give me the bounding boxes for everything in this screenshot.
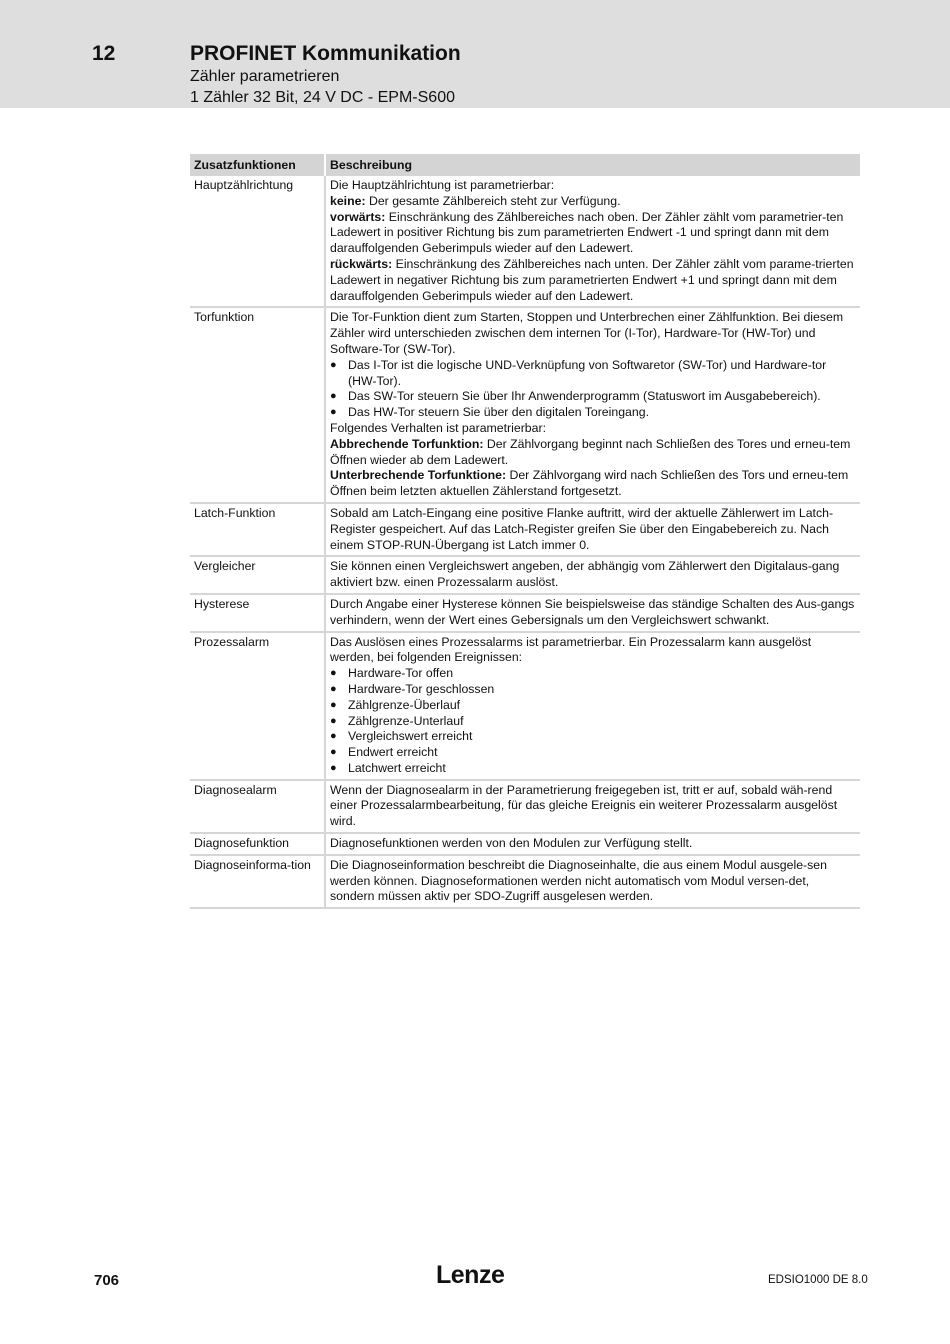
table-row xyxy=(190,308,860,504)
table-row xyxy=(190,557,860,595)
function-name: Diagnosealarm xyxy=(190,781,326,834)
function-name: Torfunktion xyxy=(190,308,326,504)
description-line: Abbrechende Torfunktion: Der Zählvorgang beginnt nach Schließen des Tores und erneu-tem Öffnen wieder ab dem Ladewert. xyxy=(330,436,851,467)
bullet-icon: ● xyxy=(330,761,337,774)
list-item: ● Zählgrenze-Unterlauf xyxy=(330,713,464,728)
description-intro: Das Auslösen eines Prozessalarms ist parametrierbar. Ein Prozessalarm kann ausgelöst werden, bei folgenden Ereignissen: xyxy=(330,634,812,665)
bullet-icon: ● xyxy=(330,714,337,727)
table-row xyxy=(190,781,860,834)
table-row xyxy=(190,595,860,633)
list-item: ● Vergleichswert erreicht xyxy=(330,729,473,744)
column-header-description: Beschreibung xyxy=(326,154,860,176)
functions-table xyxy=(190,154,860,909)
list-item: ● Hardware-Tor offen xyxy=(330,666,454,681)
list-item: ● Hardware-Tor geschlossen xyxy=(330,681,495,696)
chapter-number: 12 xyxy=(92,42,116,65)
function-name: Diagnoseinforma-tion xyxy=(190,856,326,909)
function-name: Vergleicher xyxy=(190,557,326,595)
description-line: Die Hauptzählrichtung ist parametrierbar: xyxy=(330,178,555,192)
page-number: 706 xyxy=(94,1272,120,1289)
list-item: ● Das HW-Tor steuern Sie über den digitalen Toreingang. xyxy=(330,405,649,420)
function-description: Sie können einen Vergleichswert angeben, der abhängig vom Zählerwert den Digitalaus-gang aktiviert bzw. einen Prozessalarm auslöst. xyxy=(326,557,860,595)
section-subtitle: Zähler parametrieren xyxy=(190,68,340,85)
list-item: ● Das SW-Tor steuern Sie über Ihr Anwenderprogramm (Statuswort im Ausgabebereich). xyxy=(330,389,821,404)
function-name: Prozessalarm xyxy=(190,633,326,781)
function-description xyxy=(326,633,860,781)
column-header-functions: Zusatzfunktionen xyxy=(190,154,326,176)
function-name: Hauptzählrichtung xyxy=(190,176,326,308)
function-description: Durch Angabe einer Hysterese können Sie beispielsweise das ständige Schalten des Aus-gangs verhindern, wenn der Wert eines Gebersignals um den Vergleichswert schwankt. xyxy=(326,595,860,633)
lenze-logo: Lenze xyxy=(436,1261,505,1289)
bullet-icon: ● xyxy=(330,730,337,743)
bullet-icon: ● xyxy=(330,667,337,680)
table-header-row xyxy=(190,154,860,176)
table-row xyxy=(190,633,860,781)
table-row xyxy=(190,504,860,557)
function-description: Wenn der Diagnosealarm in der Parametrierung freigegeben ist, tritt er auf, sobald wäh-rend einer Prozessalarmbearbeitung, für das gleiche Ereignis ein weiterer Prozessalarm ausgelöst wird. xyxy=(326,781,860,834)
chapter-title: PROFINET Kommunikation xyxy=(190,42,461,65)
function-name: Latch-Funktion xyxy=(190,504,326,557)
table-row xyxy=(190,856,860,909)
list-item: ● Zählgrenze-Überlauf xyxy=(330,697,461,712)
bullet-icon: ● xyxy=(330,358,337,371)
description-line: Unterbrechende Torfunktione: Der Zählvorgang wird nach Schließen des Tors und erneu-tem Öffnen beim letzten aktuellen Zählerstand fortgesetzt. xyxy=(330,468,849,499)
function-name: Diagnosefunktion xyxy=(190,834,326,856)
bullet-icon: ● xyxy=(330,682,337,695)
function-description: Die Diagnoseinformation beschreibt die Diagnoseinhalte, die aus einem Modul ausgele-sen werden können. Diagnoseformationen werden nicht automatisch vom Modul versen-det, sondern müssen aktiv per SDO-Zugriff ausgelesen werden. xyxy=(326,856,860,909)
document-id: EDSIO1000 DE 8.0 xyxy=(768,1274,868,1286)
bullet-icon: ● xyxy=(330,406,337,419)
subsection-subtitle: 1 Zähler 32 Bit, 24 V DC - EPM-S600 xyxy=(190,89,455,106)
function-name: Hysterese xyxy=(190,595,326,633)
function-description: Sobald am Latch-Eingang eine positive Flanke auftritt, wird der aktuelle Zählerwert im Latch-Register gespeichert. Auf das Latch-Register greifen Sie über den Eingabebereich zu. Nach einem STOP-RUN-Übergang ist Latch immer 0. xyxy=(326,504,860,557)
description-line: vorwärts: Einschränkung des Zählbereiches nach oben. Der Zähler zählt vom parametrier-ten Ladewert in positiver Richtung bis zum parametrierten Endwert -1 und springt dann mit dem darauffolgenden Geberimpuls wieder auf den Ladewert. xyxy=(330,209,844,256)
list-item: ● Endwert erreicht xyxy=(330,745,438,760)
description-intro: Die Tor-Funktion dient zum Starten, Stoppen und Unterbrechen einer Zählfunktion. Bei diesem Zähler wird unterschieden zwischen dem internen Tor (I-Tor), Hardware-Tor (HW-Tor) und Software-Tor (SW-Tor). xyxy=(330,310,844,356)
description-line: Folgendes Verhalten ist parametrierbar: xyxy=(330,420,546,435)
bullet-icon: ● xyxy=(330,746,337,759)
table-row xyxy=(190,834,860,856)
function-description: Diagnosefunktionen werden von den Modulen zur Verfügung stellt. xyxy=(326,834,860,856)
description-line: rückwärts: Einschränkung des Zählbereiches nach unten. Der Zähler zählt vom parame-trierten Ladewert in negativer Richtung bis zum parametrierten Endwert +1 und springt dann mit dem darauffolgenden Geberimpuls wieder auf den Ladewert. xyxy=(330,256,854,303)
list-item: ● Das I-Tor ist die logische UND-Verknüpfung von Softwaretor (SW-Tor) und Hardware-tor (HW-Tor). xyxy=(330,357,827,388)
function-description xyxy=(326,176,860,308)
list-item: ● Latchwert erreicht xyxy=(330,760,446,775)
bullet-icon: ● xyxy=(330,390,337,403)
table-row xyxy=(190,176,860,308)
page-header xyxy=(0,0,950,108)
bullet-icon: ● xyxy=(330,698,337,711)
description-line: keine: Der gesamte Zählbereich steht zur Verfügung. xyxy=(330,193,621,208)
function-description xyxy=(326,308,860,504)
